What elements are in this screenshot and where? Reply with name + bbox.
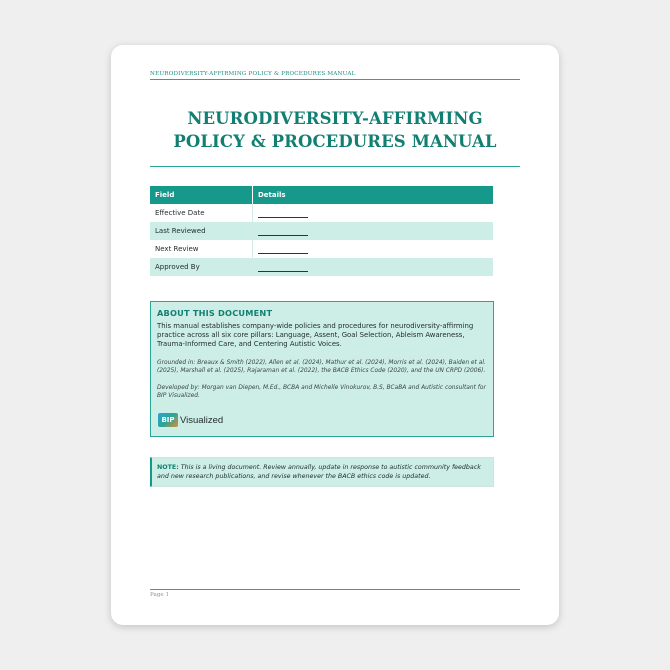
blank-line: [258, 263, 308, 272]
note-label: NOTE:: [157, 464, 179, 471]
field-label-effective-date: Effective Date: [150, 204, 253, 222]
about-heading: ABOUT THIS DOCUMENT: [157, 308, 273, 318]
developed-by-credit: Developed by: Morgan van Diepen, M.Ed., BCBA and Michelle Vinokurov, B.S, BCaBA and Autistic consultant for BIP Visualized.: [157, 385, 486, 399]
about-document-box: [150, 301, 494, 437]
blank-line: [258, 227, 308, 236]
table-row: [150, 222, 493, 240]
last-reviewed-blank[interactable]: [253, 222, 494, 240]
about-body: This manual establishes company-wide policies and procedures for neurodiversity-affirming practice across all six core pillars: Language, Assent, Goal Selection, Ableism Awareness, Trauma-Informed Care, and Centering Autistic Voices.: [157, 322, 474, 348]
document-title: [150, 107, 520, 153]
blank-line: [258, 245, 308, 254]
title-line-1: NEURODIVERSITY-AFFIRMING: [187, 109, 483, 128]
approved-by-blank[interactable]: [253, 258, 494, 276]
column-header-field: Field: [150, 186, 253, 204]
note-box: [150, 457, 494, 487]
table-header-row: [150, 186, 493, 204]
next-review-blank[interactable]: [253, 240, 494, 258]
note-text: This is a living document. Review annually, update in response to autistic community feedback and new research publications, and revise whenever the BACB ethics code is updated.: [157, 464, 481, 480]
page-number: Page 1: [150, 592, 170, 598]
logo-wordmark: Visualized: [180, 414, 224, 426]
bip-visualized-logo: [158, 412, 223, 428]
document-fields-table: [150, 186, 493, 276]
title-line-2: POLICY & PROCEDURES MANUAL: [173, 132, 497, 151]
blank-line: [258, 209, 308, 218]
document-page: [111, 45, 559, 625]
effective-date-blank[interactable]: [253, 204, 494, 222]
grounded-in-citation: Grounded in: Breaux & Smith (2022), Allen et al. (2024), Mathur et al. (2024), Morris et al. (2024), Baiden et al. (2025), Marshall et al. (2025), Rajaraman et al. (2022), the BACB Ethics Code (2020), and the UN CRPD (2006).: [157, 360, 486, 374]
title-divider: [150, 166, 520, 167]
table-row: [150, 240, 493, 258]
column-header-details: Details: [253, 186, 494, 204]
table-row: [150, 204, 493, 222]
footer-divider: [150, 589, 520, 590]
bip-logo-icon: BIP: [158, 413, 178, 427]
running-header: NEURODIVERSITY-AFFIRMING POLICY & PROCEDURES MANUAL: [150, 71, 520, 80]
field-label-approved-by: Approved By: [150, 258, 253, 276]
field-label-last-reviewed: Last Reviewed: [150, 222, 253, 240]
table-row: [150, 258, 493, 276]
field-label-next-review: Next Review: [150, 240, 253, 258]
